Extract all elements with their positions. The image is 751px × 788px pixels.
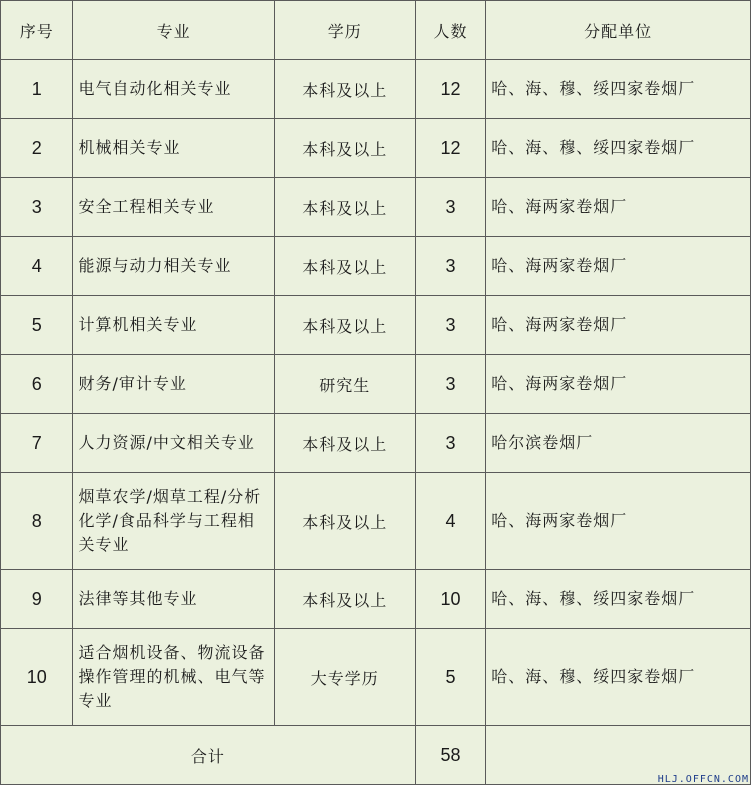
row-count: 3	[415, 414, 485, 473]
row-major: 财务/审计专业	[73, 355, 274, 414]
total-label: 合计	[1, 726, 416, 785]
header-education: 学历	[274, 1, 415, 60]
table-row	[1, 60, 751, 119]
row-unit: 哈、海、穆、绥四家卷烟厂	[486, 60, 751, 119]
row-education: 本科及以上	[274, 296, 415, 355]
row-education: 大专学历	[274, 629, 415, 726]
row-major: 人力资源/中文相关专业	[73, 414, 274, 473]
row-no: 10	[1, 629, 73, 726]
table-row	[1, 355, 751, 414]
row-education: 本科及以上	[274, 178, 415, 237]
row-education: 研究生	[274, 355, 415, 414]
total-count: 58	[415, 726, 485, 785]
row-major: 法律等其他专业	[73, 570, 274, 629]
row-major: 计算机相关专业	[73, 296, 274, 355]
table-row	[1, 629, 751, 726]
row-education: 本科及以上	[274, 60, 415, 119]
row-unit: 哈、海两家卷烟厂	[486, 296, 751, 355]
row-count: 3	[415, 178, 485, 237]
row-unit: 哈尔滨卷烟厂	[486, 414, 751, 473]
row-count: 12	[415, 60, 485, 119]
row-count: 4	[415, 473, 485, 570]
row-unit: 哈、海两家卷烟厂	[486, 355, 751, 414]
row-major: 能源与动力相关专业	[73, 237, 274, 296]
row-unit: 哈、海、穆、绥四家卷烟厂	[486, 570, 751, 629]
table-row	[1, 296, 751, 355]
row-unit: 哈、海两家卷烟厂	[486, 178, 751, 237]
row-education: 本科及以上	[274, 473, 415, 570]
row-count: 3	[415, 296, 485, 355]
row-major: 烟草农学/烟草工程/分析化学/食品科学与工程相关专业	[73, 473, 274, 570]
row-no: 2	[1, 119, 73, 178]
total-row	[1, 726, 751, 785]
row-no: 7	[1, 414, 73, 473]
row-count: 3	[415, 355, 485, 414]
row-count: 5	[415, 629, 485, 726]
row-education: 本科及以上	[274, 237, 415, 296]
row-unit: 哈、海、穆、绥四家卷烟厂	[486, 629, 751, 726]
row-no: 5	[1, 296, 73, 355]
row-major: 机械相关专业	[73, 119, 274, 178]
table-row	[1, 119, 751, 178]
table-row	[1, 473, 751, 570]
table-row	[1, 178, 751, 237]
row-no: 1	[1, 60, 73, 119]
row-no: 8	[1, 473, 73, 570]
row-education: 本科及以上	[274, 570, 415, 629]
row-no: 3	[1, 178, 73, 237]
row-major: 电气自动化相关专业	[73, 60, 274, 119]
row-no: 4	[1, 237, 73, 296]
row-education: 本科及以上	[274, 119, 415, 178]
row-unit: 哈、海两家卷烟厂	[486, 237, 751, 296]
row-count: 10	[415, 570, 485, 629]
row-unit: 哈、海、穆、绥四家卷烟厂	[486, 119, 751, 178]
table-row	[1, 237, 751, 296]
row-education: 本科及以上	[274, 414, 415, 473]
header-unit: 分配单位	[486, 1, 751, 60]
row-no: 6	[1, 355, 73, 414]
header-no: 序号	[1, 1, 73, 60]
row-count: 3	[415, 237, 485, 296]
watermark: HLJ.OFFCN.COM	[657, 774, 749, 785]
header-count: 人数	[415, 1, 485, 60]
row-unit: 哈、海两家卷烟厂	[486, 473, 751, 570]
header-row	[1, 1, 751, 60]
row-major: 适合烟机设备、物流设备操作管理的机械、电气等专业	[73, 629, 274, 726]
table-row	[1, 414, 751, 473]
row-count: 12	[415, 119, 485, 178]
row-no: 9	[1, 570, 73, 629]
row-major: 安全工程相关专业	[73, 178, 274, 237]
table-row	[1, 570, 751, 629]
header-major: 专业	[73, 1, 274, 60]
